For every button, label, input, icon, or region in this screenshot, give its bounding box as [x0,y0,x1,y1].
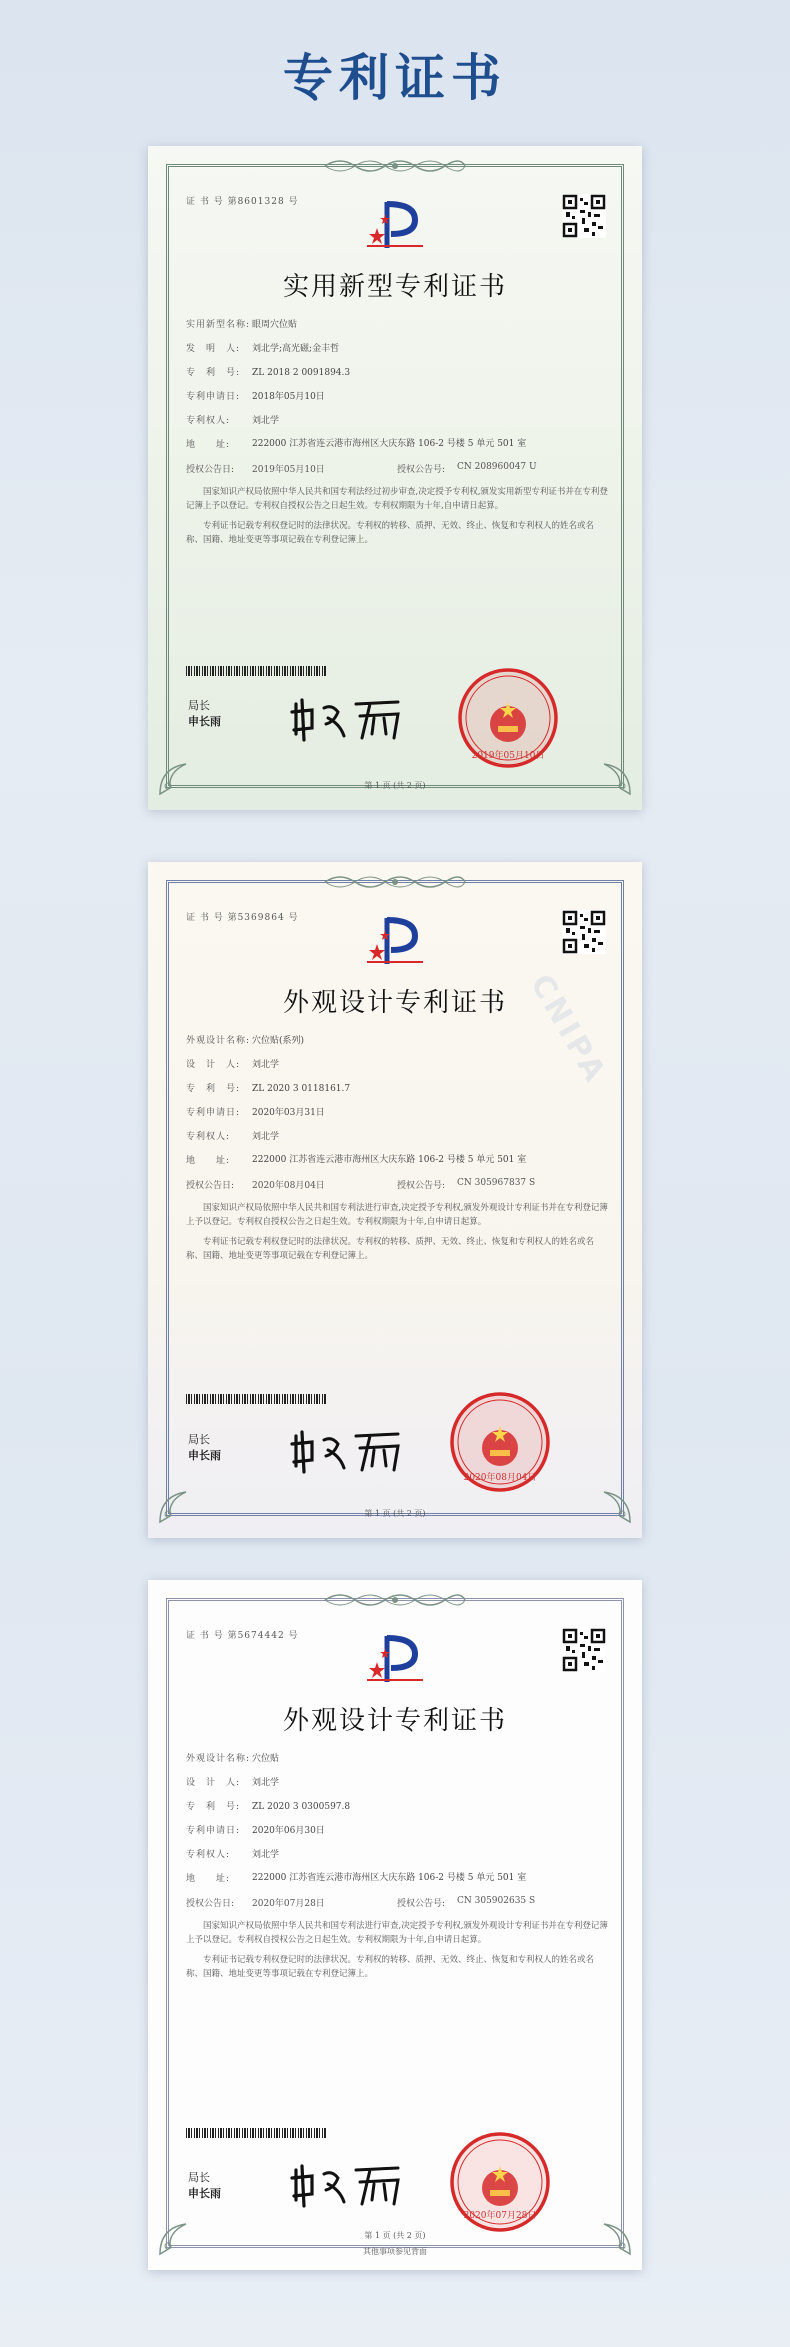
certificate-title: 外观设计专利证书 [282,1706,507,1736]
owner-value: 刘北学 [252,416,280,426]
certificate-fields [186,318,608,547]
director-title: 局长 [188,699,210,712]
name-label: 外观设计名称: [186,1754,251,1764]
certificate-body-text: 国家知识产权局依照中华人民共和国专利法进行审查,决定授予专利权,颁发外观设计专利证书并在专利登记簿上予以登记。专利权自授权公告之日起生效。专利权期限为十年,自申请日起算。 [186,1921,608,1945]
grant-number-value: CN 305967837 S [457,1178,536,1188]
certificate-legal-text: 专利证书记载专利权登记时的法律状况。专利权的转移、质押、无效、终止、恢复和专利权人的姓名或名称、国籍、地址变更等事项记载在专利登记簿上。 [186,521,595,545]
director-title: 局长 [188,2171,210,2184]
grant-number-label: 授权公告号: [397,465,446,475]
barcode [186,666,326,676]
director-block [188,2170,221,2202]
footnote: 其他事项参见背面 [363,2247,427,2256]
seal-date: 2020年07月28日 [463,2211,537,2221]
apply-date-value: 2020年03月31日 [252,1108,325,1118]
top-ornament [320,872,470,892]
patent-number-label: 专 利 号: [186,1802,241,1812]
director-signature [288,694,408,742]
grant-date-value: 2020年07月28日 [252,1899,325,1909]
address-label: 地 址: [186,1156,231,1166]
certificate-fields [186,1034,608,1263]
certificate-title: 实用新型专利证书 [282,272,507,302]
inventor-value: 刘北学;高光磁;金丰哲 [252,344,340,354]
name-label: 实用新型名称: [186,320,251,330]
apply-date-label: 专利申请日: [186,392,241,402]
inventor-value: 刘北学 [252,1060,280,1070]
address-value: 222000 江苏省连云港市海州区大庆东路 106-2 号楼 5 单元 501 室 [252,1155,527,1165]
page-number: 第 1 页 (共 2 页) [364,781,426,790]
inventor-label: 发 明 人: [186,344,241,354]
grant-number-value: CN 305902635 S [457,1896,536,1906]
top-ornament [320,1590,470,1610]
owner-value: 刘北学 [252,1850,280,1860]
certificate-body-text: 国家知识产权局依照中华人民共和国专利法经过初步审查,决定授予专利权,颁发实用新型专利证书并在专利登记簿上予以登记。专利权自授权公告之日起生效。专利权期限为十年,自申请日起算。 [186,487,608,511]
seal-date: 2020年08月04日 [463,1473,537,1483]
certificate-title: 外观设计专利证书 [282,988,507,1018]
name-value: 眼周穴位贴 [252,320,298,330]
address-label: 地 址: [186,1874,231,1884]
utility-model-certificate [148,146,642,810]
apply-date-value: 2018年05月10日 [252,392,325,402]
qr-code-icon [562,1628,606,1672]
certificate-serial: 证 书 号 第8601328 号 [186,197,299,207]
barcode [186,2128,326,2138]
page-number: 第 1 页 (共 2 页) [364,2231,426,2240]
owner-value: 刘北学 [252,1132,280,1142]
address-label: 地 址: [186,440,231,450]
apply-date-value: 2020年06月30日 [252,1826,325,1836]
inventor-label: 设 计 人: [186,1778,241,1788]
director-name: 申长雨 [188,1449,221,1462]
certificate-serial: 证 书 号 第5369864 号 [186,913,299,923]
director-title: 局长 [188,1433,210,1446]
inventor-label: 设 计 人: [186,1060,241,1070]
address-value: 222000 江苏省连云港市海州区大庆东路 106-2 号楼 5 单元 501 室 [252,439,527,449]
cnipa-logo-icon [365,914,425,968]
name-value: 穴位贴(系列) [252,1036,305,1046]
cnipa-logo-icon [365,1632,425,1686]
apply-date-label: 专利申请日: [186,1108,241,1118]
grant-date-value: 2019年05月10日 [252,465,325,475]
name-label: 外观设计名称: [186,1036,251,1046]
owner-label: 专利权人: [186,416,231,426]
owner-label: 专利权人: [186,1132,231,1142]
director-name: 申长雨 [188,715,221,728]
page-title: 专利证书 [283,49,507,107]
certificate-serial: 证 书 号 第5674442 号 [186,1631,299,1641]
apply-date-label: 专利申请日: [186,1826,241,1836]
design-certificate-1 [148,862,642,1538]
design-certificate-2 [148,1580,642,2270]
page-number: 第 1 页 (共 2 页) [364,1509,426,1518]
grant-date-label: 授权公告日: [186,465,235,475]
name-value: 穴位贴 [252,1754,280,1764]
seal-date: 2019年05月10日 [471,751,545,761]
director-signature [288,2160,408,2208]
director-signature [288,1426,408,1474]
certificate-legal-text: 专利证书记载专利权登记时的法律状况。专利权的转移、质押、无效、终止、恢复和专利权人的姓名或名称、国籍、地址变更等事项记载在专利登记簿上。 [186,1955,595,1979]
patent-number-value: ZL 2020 3 0118161.7 [252,1084,351,1094]
barcode [186,1394,326,1404]
director-block [188,1432,221,1464]
qr-code-icon [562,194,606,238]
grant-date-label: 授权公告日: [186,1899,235,1909]
grant-date-value: 2020年08月04日 [252,1181,325,1191]
address-value: 222000 江苏省连云港市海州区大庆东路 106-2 号楼 5 单元 501 室 [252,1873,527,1883]
owner-label: 专利权人: [186,1850,231,1860]
cnipa-logo-icon [365,198,425,252]
inventor-value: 刘北学 [252,1778,280,1788]
qr-code-icon [562,910,606,954]
grant-number-value: CN 208960047 U [457,462,537,472]
certificate-legal-text: 专利证书记载专利权登记时的法律状况。专利权的转移、质押、无效、终止、恢复和专利权人的姓名或名称、国籍、地址变更等事项记载在专利登记簿上。 [186,1237,595,1261]
patent-number-label: 专 利 号: [186,368,241,378]
grant-number-label: 授权公告号: [397,1181,446,1191]
grant-date-label: 授权公告日: [186,1181,235,1191]
top-ornament [320,156,470,176]
director-name: 申长雨 [188,2187,221,2200]
director-block [188,698,221,730]
patent-number-label: 专 利 号: [186,1084,241,1094]
patent-number-value: ZL 2018 2 0091894.3 [252,368,351,378]
grant-number-label: 授权公告号: [397,1899,446,1909]
certificate-body-text: 国家知识产权局依照中华人民共和国专利法进行审查,决定授予专利权,颁发外观设计专利证书并在专利登记簿上予以登记。专利权自授权公告之日起生效。专利权期限为十年,自申请日起算。 [186,1203,608,1227]
watermark: CNIPA [523,968,614,1091]
patent-number-value: ZL 2020 3 0300597.8 [252,1802,351,1812]
certificate-fields [186,1752,608,1981]
